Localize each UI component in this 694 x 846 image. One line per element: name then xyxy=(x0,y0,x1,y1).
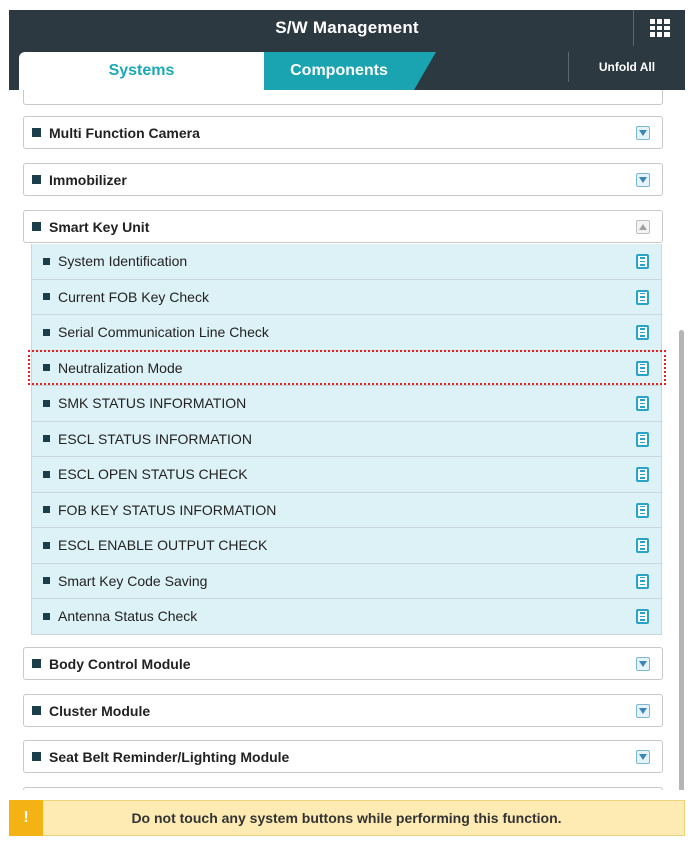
document-icon[interactable] xyxy=(636,503,649,518)
list-item[interactable] xyxy=(31,280,662,316)
bullet-icon xyxy=(43,435,50,442)
list-item[interactable] xyxy=(31,422,662,458)
title-bar xyxy=(9,10,685,46)
tab-systems-label: Systems xyxy=(108,62,175,79)
system-list[interactable] xyxy=(9,90,685,790)
bullet-icon xyxy=(32,659,41,668)
document-icon[interactable] xyxy=(636,254,649,269)
system-row[interactable] xyxy=(23,647,663,680)
list-item[interactable] xyxy=(31,528,662,564)
bullet-icon xyxy=(32,128,41,137)
list-item-label: Antenna Status Check xyxy=(58,608,198,625)
tab-components-label: Components xyxy=(290,62,388,79)
page-title: S/W Management xyxy=(275,18,419,37)
list-item-label: Serial Communication Line Check xyxy=(58,324,269,341)
tab-systems[interactable] xyxy=(19,52,264,90)
system-label: Seat Belt Reminder/Lighting Module xyxy=(49,748,290,765)
list-item-label: Neutralization Mode xyxy=(58,359,183,376)
list-item-label: Current FOB Key Check xyxy=(58,288,209,305)
list-item[interactable] xyxy=(31,315,662,351)
bullet-icon xyxy=(43,258,50,265)
bullet-icon xyxy=(32,175,41,184)
unfold-all-button[interactable]: Unfold All xyxy=(568,52,685,82)
list-item-label: ESCL STATUS INFORMATION xyxy=(58,430,252,447)
list-item-label: ESCL OPEN STATUS CHECK xyxy=(58,466,248,483)
system-row-partial[interactable] xyxy=(23,787,663,790)
document-icon[interactable] xyxy=(636,290,649,305)
system-label: Body Control Module xyxy=(49,655,191,672)
bullet-icon xyxy=(43,471,50,478)
system-row-expanded[interactable] xyxy=(23,210,663,243)
document-icon[interactable] xyxy=(636,396,649,411)
system-label: Immobilizer xyxy=(49,171,127,188)
system-row[interactable] xyxy=(23,163,663,196)
menu-button[interactable] xyxy=(633,10,685,46)
system-row-partial[interactable] xyxy=(23,90,663,105)
warning-icon: ! xyxy=(9,800,43,836)
bullet-icon xyxy=(43,613,50,620)
document-icon[interactable] xyxy=(636,467,649,482)
bullet-icon xyxy=(43,542,50,549)
list-item[interactable] xyxy=(31,599,662,635)
expand-icon[interactable] xyxy=(636,750,650,764)
list-item-label: FOB KEY STATUS INFORMATION xyxy=(58,501,277,518)
bullet-icon xyxy=(43,293,50,300)
bullet-icon xyxy=(43,400,50,407)
document-icon[interactable] xyxy=(636,574,649,589)
system-row[interactable] xyxy=(23,694,663,727)
bullet-icon xyxy=(32,222,41,231)
scrollbar[interactable] xyxy=(679,330,684,790)
bullet-icon xyxy=(43,506,50,513)
collapse-icon[interactable] xyxy=(636,220,650,234)
document-icon[interactable] xyxy=(636,538,649,553)
bullet-icon xyxy=(43,364,50,371)
list-item-label: ESCL ENABLE OUTPUT CHECK xyxy=(58,537,268,554)
expand-icon[interactable] xyxy=(636,704,650,718)
bullet-icon xyxy=(32,706,41,715)
list-item[interactable] xyxy=(31,457,662,493)
document-icon[interactable] xyxy=(636,325,649,340)
expand-icon[interactable] xyxy=(636,657,650,671)
document-icon[interactable] xyxy=(636,432,649,447)
tab-bar xyxy=(9,46,685,90)
list-item[interactable] xyxy=(31,493,662,529)
system-label: Cluster Module xyxy=(49,702,151,719)
list-item[interactable] xyxy=(31,244,662,280)
expand-icon[interactable] xyxy=(636,173,650,187)
warning-text: Do not touch any system buttons while performing this function. xyxy=(131,810,562,826)
system-row[interactable] xyxy=(23,116,663,149)
list-item-label: SMK STATUS INFORMATION xyxy=(58,395,247,412)
list-item-label: System Identification xyxy=(58,253,188,270)
bullet-icon xyxy=(43,329,50,336)
list-item[interactable] xyxy=(31,386,662,422)
grid-icon xyxy=(650,19,670,37)
bullet-icon xyxy=(43,577,50,584)
system-label: Smart Key Unit xyxy=(49,218,150,235)
system-label: Multi Function Camera xyxy=(49,124,200,141)
document-icon[interactable] xyxy=(636,361,649,376)
list-item[interactable] xyxy=(31,564,662,600)
list-item-label: Smart Key Code Saving xyxy=(58,572,208,589)
warning-banner xyxy=(9,800,685,836)
tab-components[interactable] xyxy=(264,52,414,90)
smart-key-item-list xyxy=(31,244,662,635)
list-item-neutralization-mode[interactable] xyxy=(31,351,662,387)
system-row[interactable] xyxy=(23,740,663,773)
expand-icon[interactable] xyxy=(636,126,650,140)
bullet-icon xyxy=(32,752,41,761)
document-icon[interactable] xyxy=(636,609,649,624)
